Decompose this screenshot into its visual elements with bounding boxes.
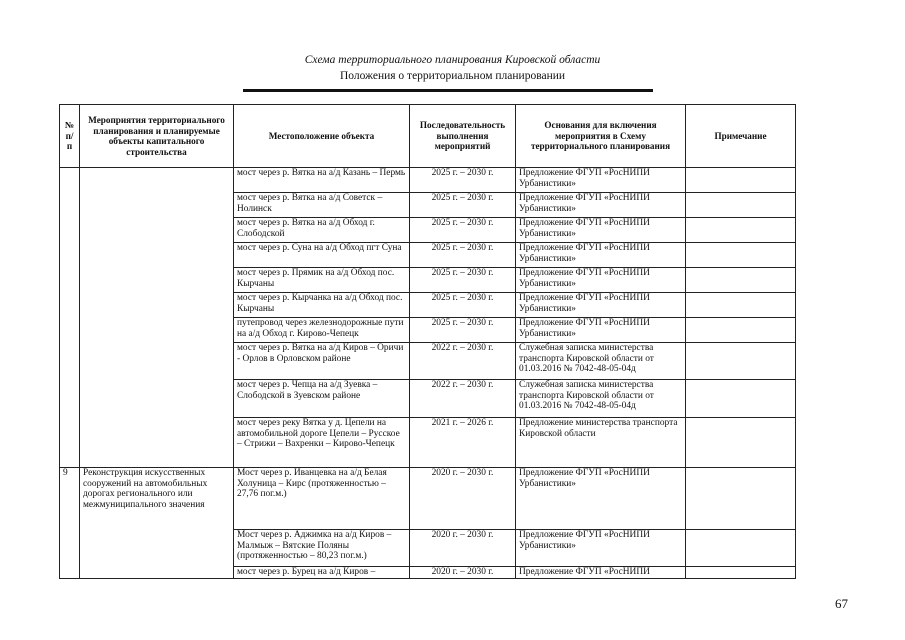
note-cell [686,268,796,293]
order-cell: 2025 г. – 2030 г. [410,293,516,318]
note-cell [686,380,796,418]
order-cell: 2025 г. – 2030 г. [410,243,516,268]
col-header-location: Местоположение объекта [234,105,410,168]
col-header-note: Примечание [686,105,796,168]
location-cell: мост через р. Прямик на а/д Обход пос. Кырчаны [234,268,410,293]
basis-cell: Предложение ФГУП «РосНИПИ Урбанистики» [516,268,686,293]
location-cell: мост через р. Вятка на а/д Казань – Пермь [234,168,410,193]
order-cell: 2020 г. – 2030 г. [410,530,516,567]
basis-cell: Предложение ФГУП «РосНИПИ [516,567,686,579]
document-title: Схема территориального планирования Кировской области [304,54,601,66]
col-header-number: № п/п [60,105,80,168]
order-cell: 2020 г. – 2030 г. [410,567,516,579]
basis-cell: Служебная записка министерства транспорта Кировской области от 01.03.2016 № 7042-48-05-04д [516,343,686,380]
note-cell [686,193,796,218]
measures-table [59,104,796,579]
location-cell: мост через р. Вятка на а/д Советск – Нолинск [234,193,410,218]
location-cell: мост через р. Кырчанка на а/д Обход пос. Кырчаны [234,293,410,318]
basis-cell: Предложение ФГУП «РосНИПИ Урбанистики» [516,193,686,218]
document-subtitle: Положения о территориальном планировании [339,70,566,82]
order-cell: 2025 г. – 2030 г. [410,268,516,293]
order-cell: 2020 г. – 2030 г. [410,468,516,530]
note-cell [686,567,796,579]
note-cell [686,168,796,193]
col-header-order: Последовательность выполнения мероприятий [410,105,516,168]
order-cell: 2022 г. – 2030 г. [410,380,516,418]
note-cell [686,318,796,343]
order-cell: 2021 г. – 2026 г. [410,418,516,468]
location-cell: мост через р. Вятка на а/д Киров – Оричи - Орлов в Орловском районе [234,343,410,380]
order-cell: 2025 г. – 2030 г. [410,318,516,343]
note-cell [686,468,796,530]
basis-cell: Служебная записка министерства транспорта Кировской области от 01.03.2016 № 7042-48-05-04д [516,380,686,418]
col-header-measure: Мероприятия территориального планирования и планируемые объекты капитального строительства [80,105,234,168]
group-number-cell [60,168,80,468]
note-cell [686,218,796,243]
location-cell: Мост через р. Аджимка на а/д Киров – Малмыж – Вятские Поляны (протяженностью – 80,23 пог.м.) [234,530,410,567]
group-measure-cell [80,168,234,468]
group-measure-cell: Реконструкция искусственных сооружений на автомобильных дорогах регионального или межмуниципального значения [80,468,234,579]
order-cell: 2025 г. – 2030 г. [410,168,516,193]
basis-cell: Предложение ФГУП «РосНИПИ Урбанистики» [516,293,686,318]
location-cell: Мост через р. Иванцевка на а/д Белая Холуница – Кирс (протяженностью – 27,76 пог.м.) [234,468,410,530]
note-cell [686,343,796,380]
table-header-row [60,105,796,168]
basis-cell: Предложение ФГУП «РосНИПИ Урбанистики» [516,468,686,530]
table-row [60,468,796,530]
page-number: 67 [835,596,848,611]
header-rule [243,89,653,92]
note-cell [686,418,796,468]
order-cell: 2022 г. – 2030 г. [410,343,516,380]
basis-cell: Предложение ФГУП «РосНИПИ Урбанистики» [516,168,686,193]
location-cell: мост через р. Чепца на а/д Зуевка – Слободской в Зуевском районе [234,380,410,418]
basis-cell: Предложение ФГУП «РосНИПИ Урбанистики» [516,218,686,243]
location-cell: мост через р. Бурец на а/д Киров – [234,567,410,579]
note-cell [686,243,796,268]
location-cell: мост через р. Суна на а/д Обход пгт Суна [234,243,410,268]
basis-cell: Предложение ФГУП «РосНИПИ Урбанистики» [516,318,686,343]
basis-cell: Предложение министерства транспорта Кировской области [516,418,686,468]
col-header-basis: Основания для включения мероприятия в Схему территориального планирования [516,105,686,168]
table-row [60,168,796,193]
note-cell [686,530,796,567]
basis-cell: Предложение ФГУП «РосНИПИ Урбанистики» [516,530,686,567]
note-cell [686,293,796,318]
basis-cell: Предложение ФГУП «РосНИПИ Урбанистики» [516,243,686,268]
document-header [0,53,905,83]
location-cell: мост через реку Вятка у д. Цепели на автомобильной дороге Цепели – Русское – Стрижи – Вахренки – Кирово-Чепецк [234,418,410,468]
location-cell: мост через р. Вятка на а/д Обход г. Слободской [234,218,410,243]
group-number-cell: 9 [60,468,80,579]
order-cell: 2025 г. – 2030 г. [410,193,516,218]
location-cell: путепровод через железнодорожные пути на а/д Обход г. Кирово-Чепецк [234,318,410,343]
order-cell: 2025 г. – 2030 г. [410,218,516,243]
